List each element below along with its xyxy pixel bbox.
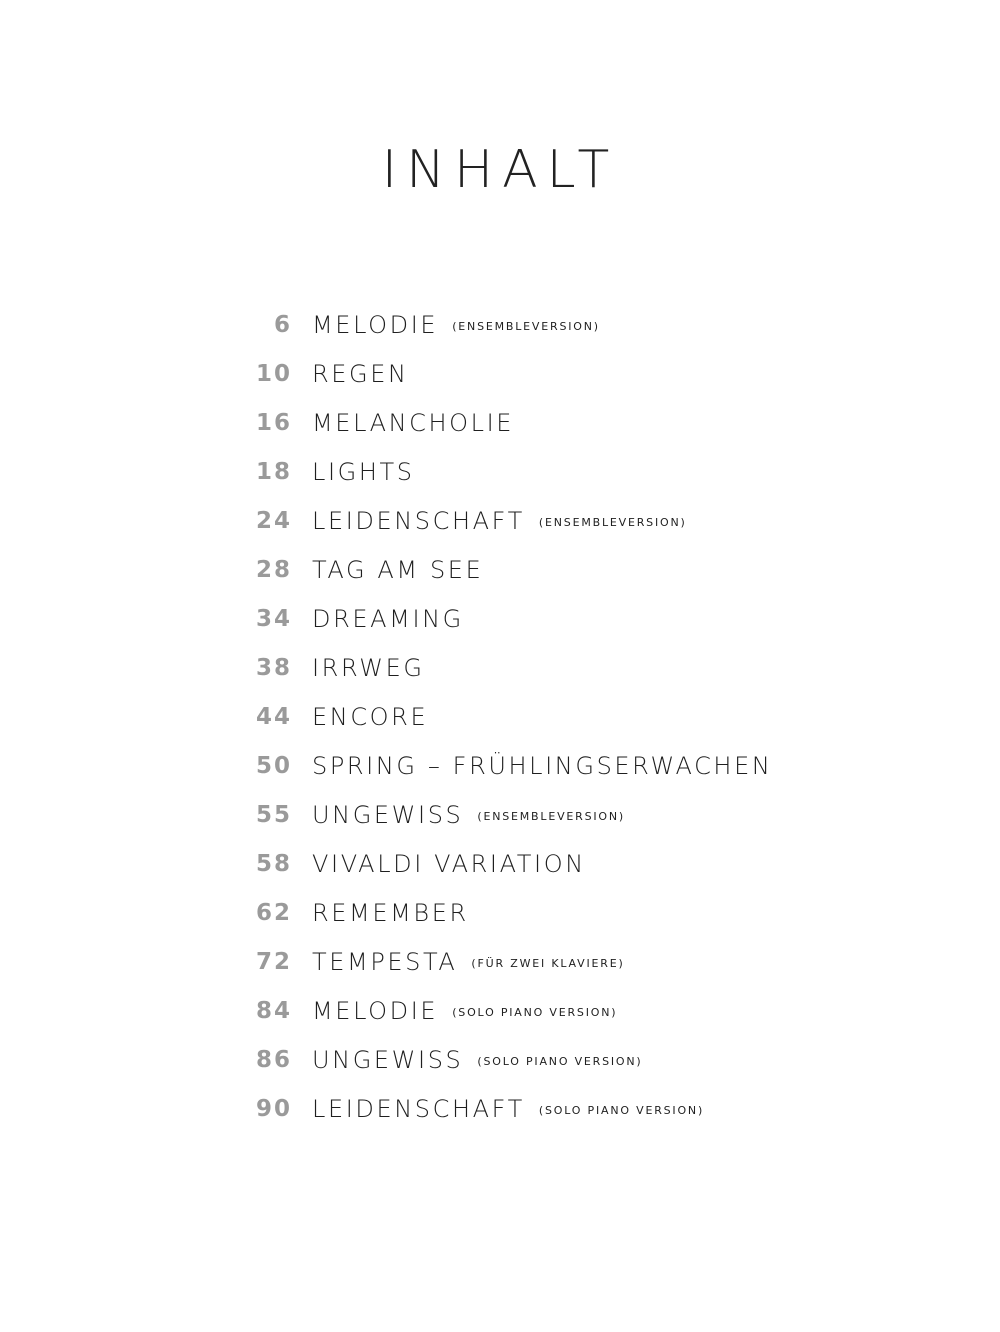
toc-entry xyxy=(0,300,1000,349)
toc-entry xyxy=(0,398,1000,447)
entry-title: UNGEWISS xyxy=(312,1045,464,1074)
entry-title: MELODIE xyxy=(312,996,439,1025)
page-number: 16 xyxy=(255,409,292,436)
toc-entry xyxy=(0,839,1000,888)
entry-note: (ENSEMBLEVERSION) xyxy=(452,320,600,333)
entry-note: (SOLO PIANO VERSION) xyxy=(477,1055,643,1068)
page-number: 55 xyxy=(255,801,292,828)
entry-note: (ENSEMBLEVERSION) xyxy=(538,516,687,529)
toc-entry xyxy=(0,692,1000,741)
entry-title: IRRWEG xyxy=(312,653,425,682)
page-number: 18 xyxy=(255,458,292,485)
toc-entry xyxy=(0,1084,1000,1133)
entry-title: DREAMING xyxy=(312,604,464,633)
entry-title: REGEN xyxy=(312,359,409,388)
toc-entry xyxy=(0,790,1000,839)
entry-title: MELODIE xyxy=(312,310,439,339)
entry-title: MELANCHOLIE xyxy=(312,408,515,437)
page-number: 38 xyxy=(255,654,292,681)
entry-title: SPRING – FRÜHLINGSERWACHEN xyxy=(312,751,773,780)
page-number: 90 xyxy=(255,1095,292,1122)
entry-title: TEMPESTA xyxy=(312,947,458,976)
page-title: INHALT xyxy=(381,140,619,200)
entry-note: (SOLO PIANO VERSION) xyxy=(452,1006,618,1019)
page-number: 72 xyxy=(255,948,292,975)
entry-title: UNGEWISS xyxy=(312,800,464,829)
entry-note: (ENSEMBLEVERSION) xyxy=(477,810,626,823)
page-number: 58 xyxy=(255,850,292,877)
page-number: 28 xyxy=(255,556,292,583)
table-of-contents xyxy=(0,300,1000,1133)
entry-title: LIGHTS xyxy=(312,457,415,486)
toc-entry xyxy=(0,741,1000,790)
page-number: 44 xyxy=(255,703,292,730)
toc-entry xyxy=(0,447,1000,496)
toc-entry xyxy=(0,349,1000,398)
toc-entry xyxy=(0,986,1000,1035)
toc-entry xyxy=(0,496,1000,545)
entry-note: (FÜR ZWEI KLAVIERE) xyxy=(471,957,625,970)
page-number: 86 xyxy=(255,1046,292,1073)
entry-title: LEIDENSCHAFT xyxy=(312,1094,525,1123)
page-number: 24 xyxy=(255,507,292,534)
entry-title: ENCORE xyxy=(312,702,429,731)
page-number: 62 xyxy=(255,899,292,926)
entry-title: TAG AM SEE xyxy=(312,555,484,584)
toc-entry xyxy=(0,643,1000,692)
toc-entry xyxy=(0,937,1000,986)
toc-entry xyxy=(0,594,1000,643)
page-number: 84 xyxy=(255,997,292,1024)
entry-note: (SOLO PIANO VERSION) xyxy=(538,1104,705,1117)
page-number: 34 xyxy=(255,605,292,632)
toc-entry xyxy=(0,888,1000,937)
page-number: 6 xyxy=(273,311,292,338)
entry-title: VIVALDI VARIATION xyxy=(312,849,586,878)
entry-title: LEIDENSCHAFT xyxy=(312,506,525,535)
page-number: 50 xyxy=(255,752,292,779)
toc-entry xyxy=(0,1035,1000,1084)
toc-entry xyxy=(0,545,1000,594)
entry-title: REMEMBER xyxy=(312,898,469,927)
page-number: 10 xyxy=(255,360,292,387)
